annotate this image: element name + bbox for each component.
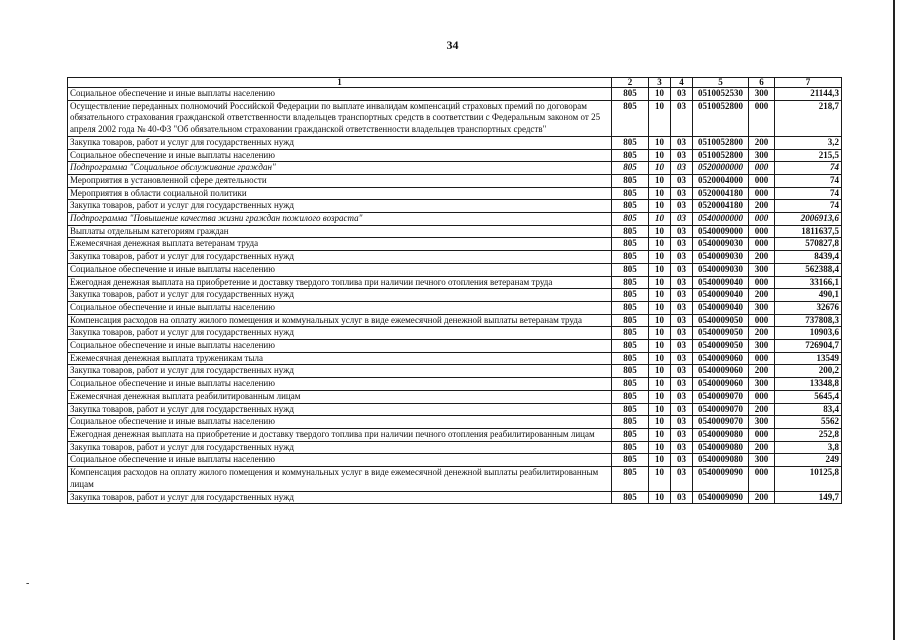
row-description: Ежемесячная денежная выплата ветеранам труда xyxy=(68,238,612,251)
row-ministry-code: 805 xyxy=(612,162,649,175)
row-subsection-code: 03 xyxy=(671,100,693,136)
row-target-item-code: 0540009070 xyxy=(693,390,749,403)
row-amount: 10125,8 xyxy=(775,467,842,491)
row-target-item-code: 0540009080 xyxy=(693,428,749,441)
row-amount: 32676 xyxy=(775,301,842,314)
row-ministry-code: 805 xyxy=(612,174,649,187)
row-description: Подпрограмма "Социальное обслуживание граждан" xyxy=(68,162,612,175)
row-subsection-code: 03 xyxy=(671,416,693,429)
budget-table xyxy=(67,77,842,504)
row-description: Закупка товаров, работ и услуг для государственных нужд xyxy=(68,403,612,416)
row-section-code: 10 xyxy=(649,200,671,213)
row-ministry-code: 805 xyxy=(612,390,649,403)
row-amount: 252,8 xyxy=(775,428,842,441)
row-expense-type-code: 300 xyxy=(749,378,775,391)
row-ministry-code: 805 xyxy=(612,365,649,378)
table-row xyxy=(68,327,842,340)
row-subsection-code: 03 xyxy=(671,289,693,302)
row-target-item-code: 0520000000 xyxy=(693,162,749,175)
row-description: Закупка товаров, работ и услуг для государственных нужд xyxy=(68,491,612,504)
table-row xyxy=(68,88,842,101)
row-subsection-code: 03 xyxy=(671,428,693,441)
row-section-code: 10 xyxy=(649,314,671,327)
row-subsection-code: 03 xyxy=(671,136,693,149)
row-section-code: 10 xyxy=(649,428,671,441)
table-row xyxy=(68,390,842,403)
column-header-1: 1 xyxy=(68,78,612,88)
row-ministry-code: 805 xyxy=(612,314,649,327)
row-amount: 74 xyxy=(775,187,842,200)
row-ministry-code: 805 xyxy=(612,238,649,251)
row-description: Закупка товаров, работ и услуг для государственных нужд xyxy=(68,327,612,340)
row-section-code: 10 xyxy=(649,187,671,200)
table-row xyxy=(68,454,842,467)
row-subsection-code: 03 xyxy=(671,238,693,251)
row-subsection-code: 03 xyxy=(671,251,693,264)
row-expense-type-code: 000 xyxy=(749,314,775,327)
stray-mark: - xyxy=(26,578,30,589)
row-section-code: 10 xyxy=(649,327,671,340)
table-row xyxy=(68,162,842,175)
column-header-7: 7 xyxy=(775,78,842,88)
row-description: Закупка товаров, работ и услуг для государственных нужд xyxy=(68,251,612,264)
row-expense-type-code: 300 xyxy=(749,301,775,314)
row-ministry-code: 805 xyxy=(612,200,649,213)
row-expense-type-code: 200 xyxy=(749,441,775,454)
row-expense-type-code: 200 xyxy=(749,403,775,416)
row-expense-type-code: 200 xyxy=(749,491,775,504)
row-expense-type-code: 300 xyxy=(749,340,775,353)
row-description: Закупка товаров, работ и услуг для государственных нужд xyxy=(68,365,612,378)
table-row xyxy=(68,187,842,200)
row-expense-type-code: 200 xyxy=(749,365,775,378)
row-amount: 726904,7 xyxy=(775,340,842,353)
row-expense-type-code: 000 xyxy=(749,174,775,187)
row-section-code: 10 xyxy=(649,365,671,378)
row-target-item-code: 0540009060 xyxy=(693,378,749,391)
row-target-item-code: 0540000000 xyxy=(693,213,749,226)
row-target-item-code: 0540009050 xyxy=(693,327,749,340)
row-description: Закупка товаров, работ и услуг для государственных нужд xyxy=(68,441,612,454)
row-ministry-code: 805 xyxy=(612,100,649,136)
row-target-item-code: 0540009080 xyxy=(693,454,749,467)
row-subsection-code: 03 xyxy=(671,403,693,416)
table-row xyxy=(68,251,842,264)
row-subsection-code: 03 xyxy=(671,174,693,187)
row-section-code: 10 xyxy=(649,378,671,391)
row-expense-type-code: 000 xyxy=(749,162,775,175)
row-target-item-code: 0540009030 xyxy=(693,263,749,276)
row-section-code: 10 xyxy=(649,213,671,226)
row-ministry-code: 805 xyxy=(612,289,649,302)
table-row xyxy=(68,263,842,276)
row-description: Закупка товаров, работ и услуг для государственных нужд xyxy=(68,136,612,149)
row-description: Социальное обеспечение и иные выплаты населению xyxy=(68,454,612,467)
row-subsection-code: 03 xyxy=(671,340,693,353)
row-target-item-code: 0540009050 xyxy=(693,340,749,353)
row-ministry-code: 805 xyxy=(612,416,649,429)
row-target-item-code: 0540009040 xyxy=(693,301,749,314)
row-subsection-code: 03 xyxy=(671,467,693,491)
column-header-2: 2 xyxy=(612,78,649,88)
row-target-item-code: 0540009060 xyxy=(693,352,749,365)
row-subsection-code: 03 xyxy=(671,491,693,504)
row-section-code: 10 xyxy=(649,100,671,136)
row-expense-type-code: 300 xyxy=(749,263,775,276)
table-row xyxy=(68,301,842,314)
row-target-item-code: 0540009000 xyxy=(693,225,749,238)
row-subsection-code: 03 xyxy=(671,263,693,276)
column-header-4: 4 xyxy=(671,78,693,88)
row-target-item-code: 0540009050 xyxy=(693,314,749,327)
row-section-code: 10 xyxy=(649,88,671,101)
row-section-code: 10 xyxy=(649,238,671,251)
row-section-code: 10 xyxy=(649,390,671,403)
row-ministry-code: 805 xyxy=(612,428,649,441)
table-row xyxy=(68,200,842,213)
table-row xyxy=(68,352,842,365)
row-section-code: 10 xyxy=(649,289,671,302)
table-row xyxy=(68,225,842,238)
row-description: Мероприятия в установленной сфере деятельности xyxy=(68,174,612,187)
row-target-item-code: 0520004180 xyxy=(693,200,749,213)
row-ministry-code: 805 xyxy=(612,276,649,289)
row-section-code: 10 xyxy=(649,491,671,504)
row-subsection-code: 03 xyxy=(671,88,693,101)
table-row xyxy=(68,238,842,251)
row-target-item-code: 0540009070 xyxy=(693,416,749,429)
row-description: Ежемесячная денежная выплата труженикам тыла xyxy=(68,352,612,365)
row-subsection-code: 03 xyxy=(671,327,693,340)
row-description: Социальное обеспечение и иные выплаты населению xyxy=(68,301,612,314)
row-description: Социальное обеспечение и иные выплаты населению xyxy=(68,88,612,101)
table-row xyxy=(68,314,842,327)
column-header-3: 3 xyxy=(649,78,671,88)
table-row xyxy=(68,365,842,378)
row-subsection-code: 03 xyxy=(671,352,693,365)
row-subsection-code: 03 xyxy=(671,378,693,391)
row-amount: 83,4 xyxy=(775,403,842,416)
table-row xyxy=(68,276,842,289)
row-amount: 74 xyxy=(775,162,842,175)
row-description: Социальное обеспечение и иные выплаты населению xyxy=(68,263,612,276)
row-expense-type-code: 000 xyxy=(749,390,775,403)
row-target-item-code: 0540009030 xyxy=(693,251,749,264)
row-expense-type-code: 000 xyxy=(749,467,775,491)
row-description: Выплаты отдельным категориям граждан xyxy=(68,225,612,238)
row-description: Закупка товаров, работ и услуг для государственных нужд xyxy=(68,289,612,302)
row-ministry-code: 805 xyxy=(612,340,649,353)
row-expense-type-code: 000 xyxy=(749,276,775,289)
row-expense-type-code: 300 xyxy=(749,88,775,101)
row-subsection-code: 03 xyxy=(671,314,693,327)
table-row xyxy=(68,491,842,504)
column-header-6: 6 xyxy=(749,78,775,88)
row-target-item-code: 0520004180 xyxy=(693,187,749,200)
row-ministry-code: 805 xyxy=(612,352,649,365)
row-amount: 74 xyxy=(775,200,842,213)
row-target-item-code: 0510052530 xyxy=(693,88,749,101)
row-subsection-code: 03 xyxy=(671,441,693,454)
row-ministry-code: 805 xyxy=(612,213,649,226)
row-expense-type-code: 000 xyxy=(749,428,775,441)
row-expense-type-code: 000 xyxy=(749,225,775,238)
table-row xyxy=(68,174,842,187)
table-header-row xyxy=(68,78,842,88)
row-section-code: 10 xyxy=(649,441,671,454)
table-row xyxy=(68,416,842,429)
row-amount: 249 xyxy=(775,454,842,467)
row-amount: 33166,1 xyxy=(775,276,842,289)
row-target-item-code: 0510052800 xyxy=(693,100,749,136)
row-section-code: 10 xyxy=(649,136,671,149)
row-subsection-code: 03 xyxy=(671,149,693,162)
table-row xyxy=(68,467,842,491)
row-amount: 13549 xyxy=(775,352,842,365)
row-subsection-code: 03 xyxy=(671,390,693,403)
row-section-code: 10 xyxy=(649,403,671,416)
row-target-item-code: 0540009070 xyxy=(693,403,749,416)
row-target-item-code: 0540009030 xyxy=(693,238,749,251)
row-ministry-code: 805 xyxy=(612,136,649,149)
row-expense-type-code: 200 xyxy=(749,251,775,264)
row-description: Ежегодная денежная выплата на приобретение и доставку твердого топлива при наличии печного отопления ветеранам труда xyxy=(68,276,612,289)
row-amount: 490,1 xyxy=(775,289,842,302)
row-description: Закупка товаров, работ и услуг для государственных нужд xyxy=(68,200,612,213)
row-subsection-code: 03 xyxy=(671,187,693,200)
row-amount: 3,2 xyxy=(775,136,842,149)
row-expense-type-code: 200 xyxy=(749,136,775,149)
row-ministry-code: 805 xyxy=(612,251,649,264)
row-section-code: 10 xyxy=(649,174,671,187)
row-section-code: 10 xyxy=(649,251,671,264)
row-amount: 21144,3 xyxy=(775,88,842,101)
table-row xyxy=(68,213,842,226)
row-expense-type-code: 000 xyxy=(749,187,775,200)
row-description: Осуществление переданных полномочий Российской Федерации по выплате инвалидам компенсаций страховых премий по договорам обязательного страхования гражданской ответственности владельцев транспортных средств в соответствии с Федеральным законом от 25 апреля 2002 года № 40-ФЗ "Об обязательном страховании гражданской ответственности владельцев транспортных средств" xyxy=(68,100,612,136)
row-amount: 5562 xyxy=(775,416,842,429)
table-row xyxy=(68,289,842,302)
row-subsection-code: 03 xyxy=(671,276,693,289)
row-ministry-code: 805 xyxy=(612,403,649,416)
row-target-item-code: 0510052800 xyxy=(693,149,749,162)
row-ministry-code: 805 xyxy=(612,187,649,200)
row-expense-type-code: 000 xyxy=(749,100,775,136)
row-section-code: 10 xyxy=(649,352,671,365)
row-expense-type-code: 200 xyxy=(749,200,775,213)
table-row xyxy=(68,149,842,162)
row-ministry-code: 805 xyxy=(612,263,649,276)
row-description: Мероприятия в области социальной политики xyxy=(68,187,612,200)
row-section-code: 10 xyxy=(649,149,671,162)
row-target-item-code: 0540009040 xyxy=(693,289,749,302)
column-header-5: 5 xyxy=(693,78,749,88)
table-row xyxy=(68,441,842,454)
row-expense-type-code: 000 xyxy=(749,352,775,365)
row-amount: 570827,8 xyxy=(775,238,842,251)
row-subsection-code: 03 xyxy=(671,301,693,314)
row-section-code: 10 xyxy=(649,263,671,276)
row-amount: 3,8 xyxy=(775,441,842,454)
row-expense-type-code: 200 xyxy=(749,289,775,302)
row-target-item-code: 0540009060 xyxy=(693,365,749,378)
row-expense-type-code: 000 xyxy=(749,213,775,226)
row-amount: 562388,4 xyxy=(775,263,842,276)
table-row xyxy=(68,428,842,441)
row-amount: 2006913,6 xyxy=(775,213,842,226)
row-amount: 737808,3 xyxy=(775,314,842,327)
row-target-item-code: 0510052800 xyxy=(693,136,749,149)
row-amount: 74 xyxy=(775,174,842,187)
row-amount: 5645,4 xyxy=(775,390,842,403)
row-expense-type-code: 000 xyxy=(749,238,775,251)
row-ministry-code: 805 xyxy=(612,441,649,454)
row-ministry-code: 805 xyxy=(612,491,649,504)
row-description: Ежегодная денежная выплата на приобретение и доставку твердого топлива при наличии печного отопления реабилитированным лицам xyxy=(68,428,612,441)
row-subsection-code: 03 xyxy=(671,200,693,213)
row-ministry-code: 805 xyxy=(612,225,649,238)
row-target-item-code: 0540009040 xyxy=(693,276,749,289)
table-row xyxy=(68,136,842,149)
row-expense-type-code: 200 xyxy=(749,327,775,340)
row-ministry-code: 805 xyxy=(612,467,649,491)
row-description: Социальное обеспечение и иные выплаты населению xyxy=(68,378,612,391)
row-expense-type-code: 300 xyxy=(749,454,775,467)
row-section-code: 10 xyxy=(649,340,671,353)
table-row xyxy=(68,340,842,353)
row-target-item-code: 0540009080 xyxy=(693,441,749,454)
row-amount: 1811637,5 xyxy=(775,225,842,238)
row-amount: 200,2 xyxy=(775,365,842,378)
row-subsection-code: 03 xyxy=(671,365,693,378)
row-target-item-code: 0540009090 xyxy=(693,491,749,504)
row-amount: 149,7 xyxy=(775,491,842,504)
row-description: Социальное обеспечение и иные выплаты населению xyxy=(68,340,612,353)
row-description: Социальное обеспечение и иные выплаты населению xyxy=(68,149,612,162)
row-section-code: 10 xyxy=(649,416,671,429)
page-number: 34 xyxy=(446,38,459,52)
row-description: Подпрограмма "Повышение качества жизни граждан пожилого возраста" xyxy=(68,213,612,226)
row-expense-type-code: 300 xyxy=(749,149,775,162)
row-subsection-code: 03 xyxy=(671,454,693,467)
row-description: Ежемесячная денежная выплата реабилитированным лицам xyxy=(68,390,612,403)
row-ministry-code: 805 xyxy=(612,327,649,340)
row-amount: 215,5 xyxy=(775,149,842,162)
table-row xyxy=(68,378,842,391)
row-amount: 13348,8 xyxy=(775,378,842,391)
row-section-code: 10 xyxy=(649,301,671,314)
row-subsection-code: 03 xyxy=(671,162,693,175)
row-ministry-code: 805 xyxy=(612,378,649,391)
table-row xyxy=(68,100,842,136)
row-section-code: 10 xyxy=(649,162,671,175)
row-section-code: 10 xyxy=(649,467,671,491)
row-ministry-code: 805 xyxy=(612,88,649,101)
row-section-code: 10 xyxy=(649,225,671,238)
row-subsection-code: 03 xyxy=(671,225,693,238)
row-ministry-code: 805 xyxy=(612,149,649,162)
row-description: Компенсация расходов на оплату жилого помещения и коммунальных услуг в виде ежемесячной денежной выплаты реабилитированным лицам xyxy=(68,467,612,491)
row-amount: 8439,4 xyxy=(775,251,842,264)
row-amount: 10903,6 xyxy=(775,327,842,340)
row-ministry-code: 805 xyxy=(612,454,649,467)
row-description: Компенсация расходов на оплату жилого помещения и коммунальных услуг в виде ежемесячной денежной выплаты ветеранам труда xyxy=(68,314,612,327)
row-target-item-code: 0540009090 xyxy=(693,467,749,491)
row-amount: 218,7 xyxy=(775,100,842,136)
row-ministry-code: 805 xyxy=(612,301,649,314)
row-subsection-code: 03 xyxy=(671,213,693,226)
table-row xyxy=(68,403,842,416)
row-target-item-code: 0520004000 xyxy=(693,174,749,187)
scan-edge-line xyxy=(893,0,895,640)
row-expense-type-code: 300 xyxy=(749,416,775,429)
row-section-code: 10 xyxy=(649,276,671,289)
row-description: Социальное обеспечение и иные выплаты населению xyxy=(68,416,612,429)
row-section-code: 10 xyxy=(649,454,671,467)
